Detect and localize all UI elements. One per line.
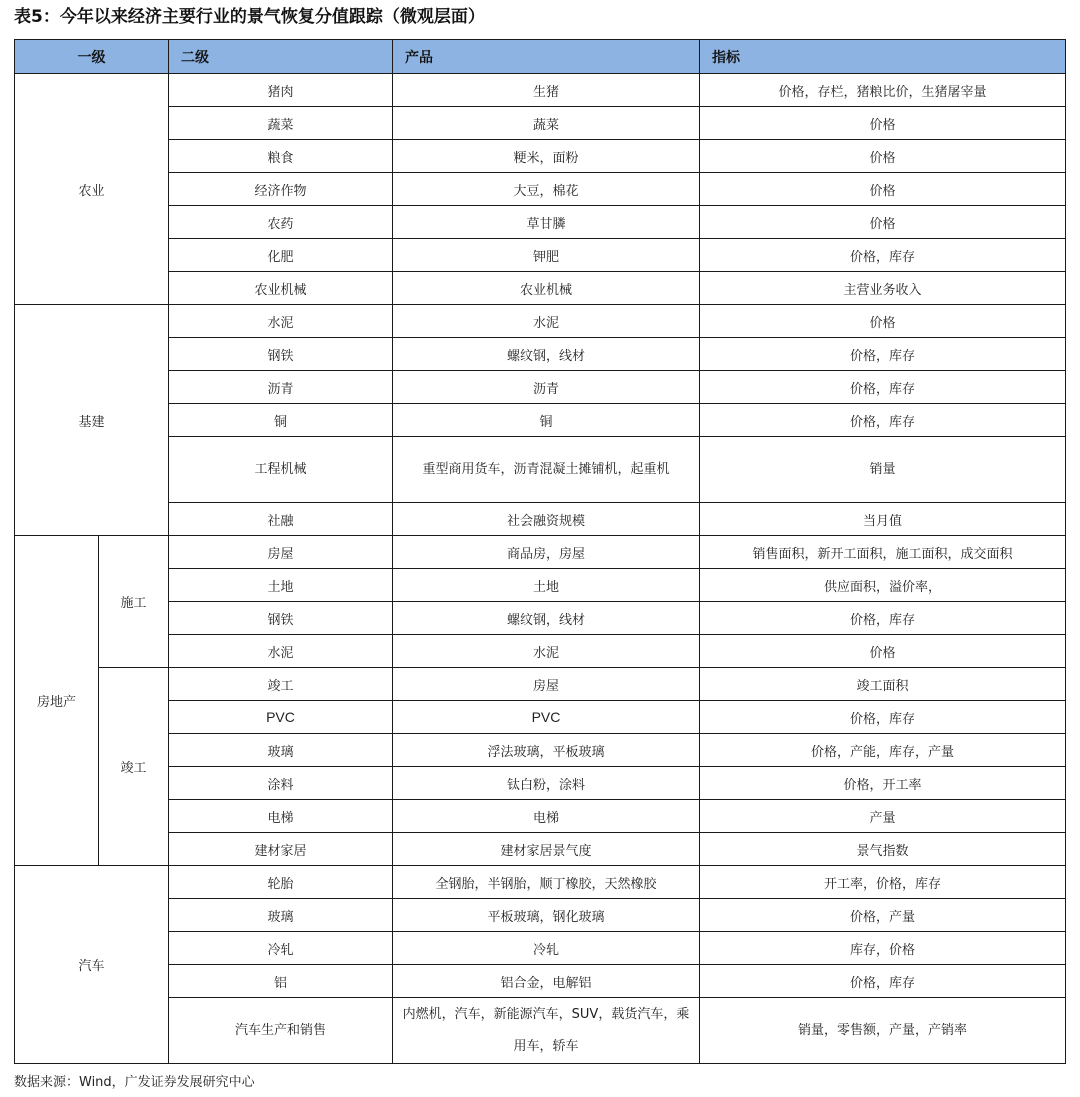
product-cell: 钾肥 xyxy=(393,239,700,272)
table-header-row xyxy=(15,40,1066,74)
subsection-construction: 施工 xyxy=(99,536,169,668)
indicator-cell: 价格 xyxy=(700,206,1066,239)
table-row xyxy=(15,668,1066,701)
product-cell: 铜 xyxy=(393,404,700,437)
table-row xyxy=(15,371,1066,404)
product-cell: 螺纹钢，线材 xyxy=(393,338,700,371)
table-row xyxy=(15,503,1066,536)
level2-cell: PVC xyxy=(169,701,393,734)
level2-cell: 土地 xyxy=(169,569,393,602)
product-cell: 商品房，房屋 xyxy=(393,536,700,569)
table-row xyxy=(15,305,1066,338)
product-cell: 房屋 xyxy=(393,668,700,701)
indicator-cell: 竣工面积 xyxy=(700,668,1066,701)
indicator-cell: 价格，库存 xyxy=(700,602,1066,635)
section-automobile: 汽车 xyxy=(15,866,169,1064)
table-row xyxy=(15,239,1066,272)
product-cell: 重型商用货车，沥青混凝土摊铺机，起重机 xyxy=(393,437,700,503)
table-row xyxy=(15,866,1066,899)
level2-cell: 竣工 xyxy=(169,668,393,701)
level2-cell: 经济作物 xyxy=(169,173,393,206)
level2-cell: 水泥 xyxy=(169,635,393,668)
level2-cell: 涂料 xyxy=(169,767,393,800)
level2-cell: 冷轧 xyxy=(169,932,393,965)
indicator-cell: 销量，零售额，产量，产销率 xyxy=(700,998,1066,1064)
table-row xyxy=(15,734,1066,767)
table-row xyxy=(15,173,1066,206)
level2-cell: 建材家居 xyxy=(169,833,393,866)
product-cell: 电梯 xyxy=(393,800,700,833)
header-level1: 一级 xyxy=(15,40,169,74)
indicator-cell: 主营业务收入 xyxy=(700,272,1066,305)
indicator-cell: 价格 xyxy=(700,305,1066,338)
level2-cell: 蔬菜 xyxy=(169,107,393,140)
indicator-cell: 销售面积，新开工面积，施工面积，成交面积 xyxy=(700,536,1066,569)
level2-cell: 猪肉 xyxy=(169,74,393,107)
table-row xyxy=(15,437,1066,503)
level2-cell: 玻璃 xyxy=(169,734,393,767)
level2-cell: 电梯 xyxy=(169,800,393,833)
product-cell: 钛白粉，涂料 xyxy=(393,767,700,800)
product-cell: 草甘膦 xyxy=(393,206,700,239)
product-cell: 生猪 xyxy=(393,74,700,107)
level2-cell: 钢铁 xyxy=(169,338,393,371)
level2-cell: 汽车生产和销售 xyxy=(169,998,393,1064)
header-level2: 二级 xyxy=(169,40,393,74)
level2-cell: 轮胎 xyxy=(169,866,393,899)
indicator-cell: 价格，开工率 xyxy=(700,767,1066,800)
indicator-cell: 价格，库存 xyxy=(700,338,1066,371)
table-row xyxy=(15,833,1066,866)
indicator-cell: 开工率，价格，库存 xyxy=(700,866,1066,899)
level2-cell: 化肥 xyxy=(169,239,393,272)
product-cell: PVC xyxy=(393,701,700,734)
level2-cell: 钢铁 xyxy=(169,602,393,635)
industry-tracking-table xyxy=(14,39,1066,1064)
level2-cell: 农药 xyxy=(169,206,393,239)
table-row xyxy=(15,899,1066,932)
product-cell: 冷轧 xyxy=(393,932,700,965)
section-infrastructure: 基建 xyxy=(15,305,169,536)
table-row xyxy=(15,404,1066,437)
data-source-note: 数据来源：Wind，广发证券发展研究中心 xyxy=(14,1075,255,1090)
indicator-cell: 销量 xyxy=(700,437,1066,503)
table-row xyxy=(15,107,1066,140)
level2-cell: 水泥 xyxy=(169,305,393,338)
level2-cell: 农业机械 xyxy=(169,272,393,305)
product-cell: 土地 xyxy=(393,569,700,602)
header-indicator: 指标 xyxy=(700,40,1066,74)
table-row xyxy=(15,206,1066,239)
indicator-cell: 价格，库存 xyxy=(700,965,1066,998)
indicator-cell: 景气指数 xyxy=(700,833,1066,866)
table-row xyxy=(15,338,1066,371)
product-cell: 沥青 xyxy=(393,371,700,404)
indicator-cell: 库存，价格 xyxy=(700,932,1066,965)
product-cell: 平板玻璃，钢化玻璃 xyxy=(393,899,700,932)
indicator-cell: 价格，库存 xyxy=(700,404,1066,437)
product-cell: 螺纹钢，线材 xyxy=(393,602,700,635)
level2-cell: 玻璃 xyxy=(169,899,393,932)
indicator-cell: 价格，存栏，猪粮比价，生猪屠宰量 xyxy=(700,74,1066,107)
product-cell: 内燃机，汽车，新能源汽车，SUV，载货汽车，乘用车，轿车 xyxy=(393,998,700,1064)
indicator-cell: 价格，库存 xyxy=(700,371,1066,404)
table-title: 表5：今年以来经济主要行业的景气恢复分值跟踪（微观层面） xyxy=(14,7,485,27)
table-row xyxy=(15,536,1066,569)
product-cell: 社会融资规模 xyxy=(393,503,700,536)
table-row xyxy=(15,140,1066,173)
indicator-cell: 价格 xyxy=(700,635,1066,668)
table-row xyxy=(15,272,1066,305)
table-row xyxy=(15,635,1066,668)
product-cell: 铝合金，电解铝 xyxy=(393,965,700,998)
indicator-cell: 当月值 xyxy=(700,503,1066,536)
level2-cell: 社融 xyxy=(169,503,393,536)
product-cell: 全钢胎，半钢胎，顺丁橡胶，天然橡胶 xyxy=(393,866,700,899)
table-row xyxy=(15,602,1066,635)
subsection-completion: 竣工 xyxy=(99,668,169,866)
product-cell: 大豆，棉花 xyxy=(393,173,700,206)
indicator-cell: 价格，库存 xyxy=(700,239,1066,272)
indicator-cell: 价格 xyxy=(700,173,1066,206)
indicator-cell: 价格，产能，库存，产量 xyxy=(700,734,1066,767)
table-row xyxy=(15,800,1066,833)
product-cell: 水泥 xyxy=(393,635,700,668)
table-row xyxy=(15,767,1066,800)
table-row xyxy=(15,965,1066,998)
header-product: 产品 xyxy=(393,40,700,74)
table-row xyxy=(15,998,1066,1064)
section-real-estate: 房地产 xyxy=(15,536,99,866)
table-row xyxy=(15,932,1066,965)
level2-cell: 沥青 xyxy=(169,371,393,404)
level2-cell: 铜 xyxy=(169,404,393,437)
section-agriculture: 农业 xyxy=(15,74,169,305)
product-cell: 建材家居景气度 xyxy=(393,833,700,866)
indicator-cell: 价格，产量 xyxy=(700,899,1066,932)
indicator-cell: 产量 xyxy=(700,800,1066,833)
product-cell: 农业机械 xyxy=(393,272,700,305)
product-cell: 蔬菜 xyxy=(393,107,700,140)
product-cell: 水泥 xyxy=(393,305,700,338)
indicator-cell: 价格，库存 xyxy=(700,701,1066,734)
table-row xyxy=(15,701,1066,734)
indicator-cell: 价格 xyxy=(700,140,1066,173)
level2-cell: 工程机械 xyxy=(169,437,393,503)
level2-cell: 房屋 xyxy=(169,536,393,569)
product-cell: 浮法玻璃，平板玻璃 xyxy=(393,734,700,767)
table-row xyxy=(15,569,1066,602)
product-cell: 粳米，面粉 xyxy=(393,140,700,173)
indicator-cell: 供应面积，溢价率， xyxy=(700,569,1066,602)
indicator-cell: 价格 xyxy=(700,107,1066,140)
table-row xyxy=(15,74,1066,107)
level2-cell: 铝 xyxy=(169,965,393,998)
level2-cell: 粮食 xyxy=(169,140,393,173)
